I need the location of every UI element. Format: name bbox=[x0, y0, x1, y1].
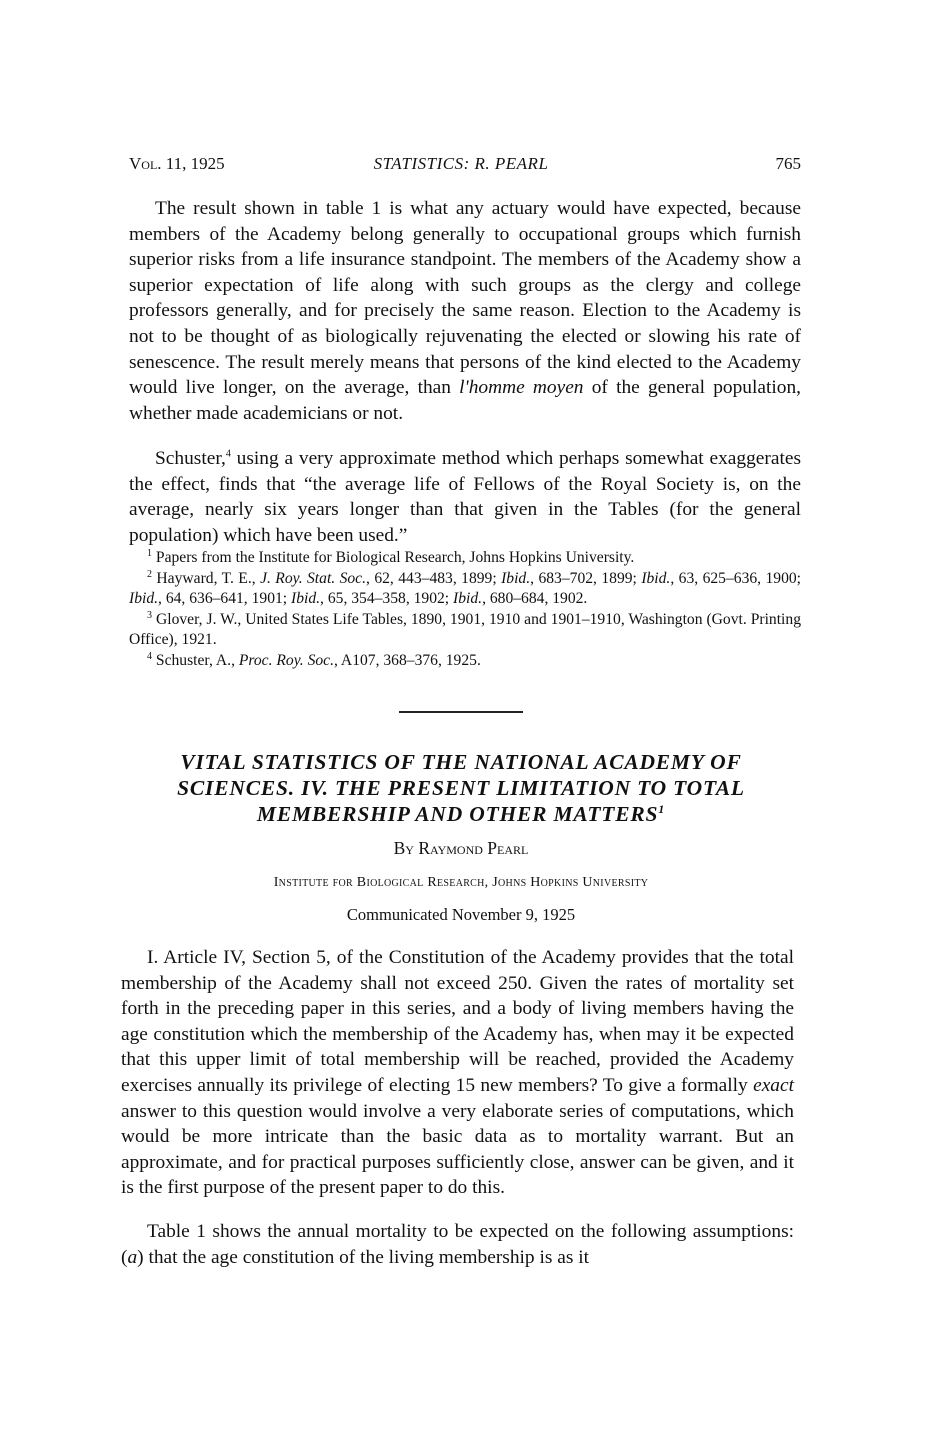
paragraph-text: of the general population, whether made academicians or not. bbox=[129, 377, 802, 424]
body-paragraph bbox=[121, 1219, 794, 1270]
ibid: Ibid. bbox=[291, 590, 321, 607]
author-affiliation: Institute for Biological Research, Johns Hopkins University bbox=[273, 875, 649, 890]
footnote-text: Papers from the Institute for Biological Research, Johns Hopkins University. bbox=[152, 549, 635, 566]
italic-letter: a bbox=[127, 1246, 138, 1268]
paragraph-text: The result shown in table 1 is what any actuary would have expected, because members of the Academy belong generally to occupational groups which furnish superior risks from a life insurance standpoint. The members of the Academy show a superior expectation of life along with such groups as the clergy and college professors generally, and for precisely the same reason. Election to the Academy is not to be thought of as biologically rejuvenating the elected or slowing his rate of senescence. The result merely means that persons of the kind elected to the Academy would live longer, on the average, than bbox=[129, 198, 801, 399]
article-title bbox=[121, 749, 801, 827]
communicated-date: Communicated November 9, 1925 bbox=[346, 905, 576, 924]
footnote-number: 4 bbox=[147, 650, 152, 662]
footnote bbox=[129, 610, 801, 651]
footnote-text: , 63, 625–636, 1900; bbox=[670, 569, 802, 587]
footnote-text: , 680–684, 1902. bbox=[482, 590, 588, 607]
ibid: Ibid. bbox=[501, 569, 531, 587]
footnote-reference: 1 bbox=[658, 801, 666, 816]
italic-word: exact bbox=[753, 1074, 794, 1096]
paragraph-text: answer to this question would involve a very elaborate series of computations, which would be more intricate than the basic data as to mortality warrant. But an approximate, and for practical purposes sufficiently close, answer can be given, and it is the first purpose of the present paper to do this. bbox=[121, 1100, 794, 1199]
title-line: MEMBERSHIP AND OTHER MATTERS bbox=[256, 802, 659, 826]
body-paragraph bbox=[129, 196, 801, 426]
page-number: 765 bbox=[775, 154, 801, 173]
footnote bbox=[129, 548, 801, 569]
title-line: VITAL STATISTICS OF THE NATIONAL ACADEMY OF bbox=[180, 750, 742, 774]
footnote-text: , A107, 368–376, 1925. bbox=[334, 651, 481, 669]
footnote bbox=[129, 569, 801, 610]
ibid: Ibid. bbox=[453, 590, 483, 607]
journal-name: Proc. Roy. Soc. bbox=[238, 651, 334, 669]
paragraph-text: ) that the age constitution of the living membership is as it bbox=[137, 1246, 589, 1268]
body-paragraph bbox=[121, 945, 794, 1201]
author-byline: By Raymond Pearl bbox=[393, 838, 529, 858]
journal-name: J. Roy. Stat. Soc. bbox=[260, 569, 367, 587]
footnote bbox=[129, 651, 801, 672]
section-divider bbox=[399, 711, 523, 713]
paragraph-text: using a very approximate method which perhaps somewhat exaggerates the effect, finds that “the average life of Fellows of the Royal Society is, on the average, nearly six years longer than that given in the Tables (for the general population) which have been used.” bbox=[129, 448, 801, 546]
footnote-text: Schuster, A., bbox=[152, 651, 239, 669]
paragraph-text: Table 1 shows the annual mortality to be expected on the following assumptions: ( bbox=[121, 1221, 794, 1268]
footnote-text: Glover, J. W., United States Life Tables, 1890, 1901, 1910 and 1901–1910, Washington (Govt. Printing Office), 1921. bbox=[129, 610, 801, 648]
footnote-number: 2 bbox=[147, 568, 152, 580]
paragraph-text: I. Article IV, Section 5, of the Constitution of the Academy provides that the total membership of the Academy shall not exceed 250. Given the rates of mortality set forth in the preceding paper in this series, and a body of living members having the age constitution which the membership of the Academy has, when may it be expected that this upper limit of total membership will be reached, provided the Academy exercises annually its privilege of electing 15 new members? To give a formally bbox=[121, 947, 794, 1096]
body-paragraph bbox=[129, 446, 801, 548]
footnote-text: , 683–702, 1899; bbox=[530, 569, 642, 587]
footnote-number: 3 bbox=[147, 609, 152, 621]
footnotes bbox=[129, 548, 801, 671]
footnote-reference: 4 bbox=[225, 448, 231, 460]
footnote-text: Hayward, T. E., bbox=[152, 569, 261, 587]
title-line: SCIENCES. IV. THE PRESENT LIMITATION TO TOTAL bbox=[177, 776, 745, 800]
italic-phrase: l'homme moyen bbox=[459, 377, 584, 399]
volume-label: Vol. 11, 1925 bbox=[129, 154, 225, 173]
footnote-number: 1 bbox=[147, 547, 152, 559]
paragraph-text: Schuster, bbox=[155, 448, 226, 469]
running-head bbox=[121, 154, 801, 178]
footnote-text: , 64, 636–641, 1901; bbox=[158, 590, 292, 607]
running-title: STATISTICS: R. PEARL bbox=[373, 154, 549, 173]
ibid: Ibid. bbox=[641, 569, 671, 587]
footnote-text: , 62, 443–483, 1899; bbox=[366, 569, 502, 587]
ibid: Ibid. bbox=[129, 590, 159, 607]
footnote-text: , 65, 354–358, 1902; bbox=[320, 590, 454, 607]
